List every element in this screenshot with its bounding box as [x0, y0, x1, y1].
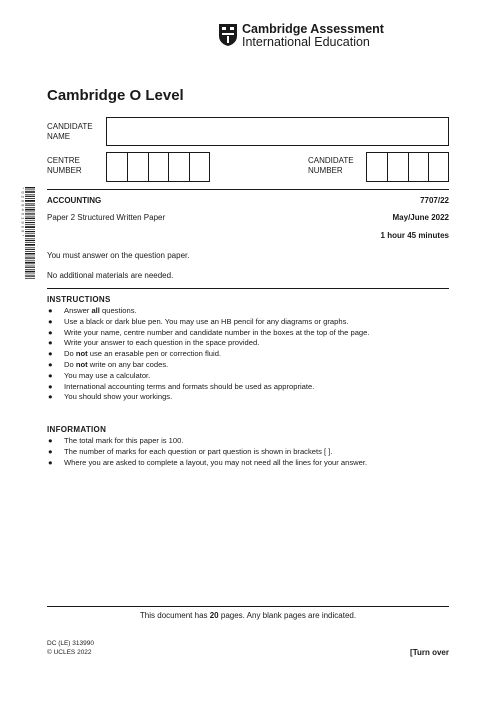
- qualification-title: Cambridge O Level: [47, 87, 184, 104]
- divider-line: [47, 606, 449, 607]
- exam-session: May/June 2022: [392, 213, 449, 222]
- paper-code: 7707/22: [420, 196, 449, 205]
- cambridge-logo: [218, 22, 458, 50]
- digit-divider: [168, 153, 169, 181]
- exam-duration: 1 hour 45 minutes: [380, 231, 449, 240]
- materials-note: No additional materials are needed.: [47, 271, 174, 280]
- document-code: DC (LE) 313990: [47, 640, 94, 647]
- answer-note: You must answer on the question paper.: [47, 251, 190, 260]
- digit-divider: [148, 153, 149, 181]
- list-item: ● You may use a calculator.: [48, 370, 151, 380]
- digit-divider: [408, 153, 409, 181]
- page-count-note: This document has 20 pages. Any blank pages are indicated.: [139, 611, 357, 620]
- copyright-text: © UCLES 2022: [47, 649, 92, 656]
- turn-over-text: [Turn over: [410, 648, 449, 657]
- instructions-heading: INSTRUCTIONS: [47, 295, 111, 304]
- centre-number-label: CENTRE NUMBER: [47, 156, 82, 175]
- digit-divider: [189, 153, 190, 181]
- centre-number-box[interactable]: [106, 152, 210, 182]
- candidate-name-label: CANDIDATE NAME: [47, 122, 93, 141]
- logo-text-line1: Cambridge Assessment: [242, 22, 384, 36]
- list-item: ● Use a black or dark blue pen. You may use an HB pencil for any diagrams or graphs.: [48, 316, 349, 326]
- paper-title: Paper 2 Structured Written Paper: [47, 213, 166, 222]
- list-item: ● The number of marks for each question or part question is shown in brackets [ ].: [48, 446, 333, 456]
- candidate-number-label: CANDIDATE NUMBER: [308, 156, 354, 175]
- list-item: ● You should show your workings.: [48, 392, 173, 402]
- digit-divider: [387, 153, 388, 181]
- list-item: ● Where you are asked to complete a layout, you may not need all the lines for your answer.: [48, 457, 368, 467]
- digit-divider: [127, 153, 128, 181]
- list-item: ● Write your answer to each question in the space provided.: [48, 338, 260, 348]
- list-item: ● International accounting terms and formats should be used as appropriate.: [48, 381, 315, 391]
- list-item: ● Do not write on any bar codes.: [48, 359, 169, 369]
- shield-icon: [218, 23, 238, 47]
- list-item: ● Answer all questions.: [48, 306, 137, 315]
- list-item: ● The total mark for this paper is 100.: [48, 436, 184, 445]
- digit-divider: [428, 153, 429, 181]
- list-item: ● Write your name, centre number and candidate number in the boxes at the top of the page.: [48, 327, 370, 337]
- information-list: [47, 436, 467, 468]
- instructions-list: [47, 306, 467, 403]
- candidate-number-box[interactable]: [366, 152, 449, 182]
- barcode-label: * 0 2 9 8 4 6 1 0 5 9 *: [19, 187, 24, 237]
- list-item: ● Do not use an erasable pen or correction fluid.: [48, 349, 222, 359]
- divider-line: [47, 189, 449, 190]
- divider-line: [47, 288, 449, 289]
- subject-title: ACCOUNTING: [47, 196, 102, 205]
- information-heading: INFORMATION: [47, 425, 107, 434]
- barcode-image: [18, 186, 38, 281]
- candidate-name-box[interactable]: [106, 117, 449, 146]
- logo-text-line2: International Education: [242, 35, 370, 49]
